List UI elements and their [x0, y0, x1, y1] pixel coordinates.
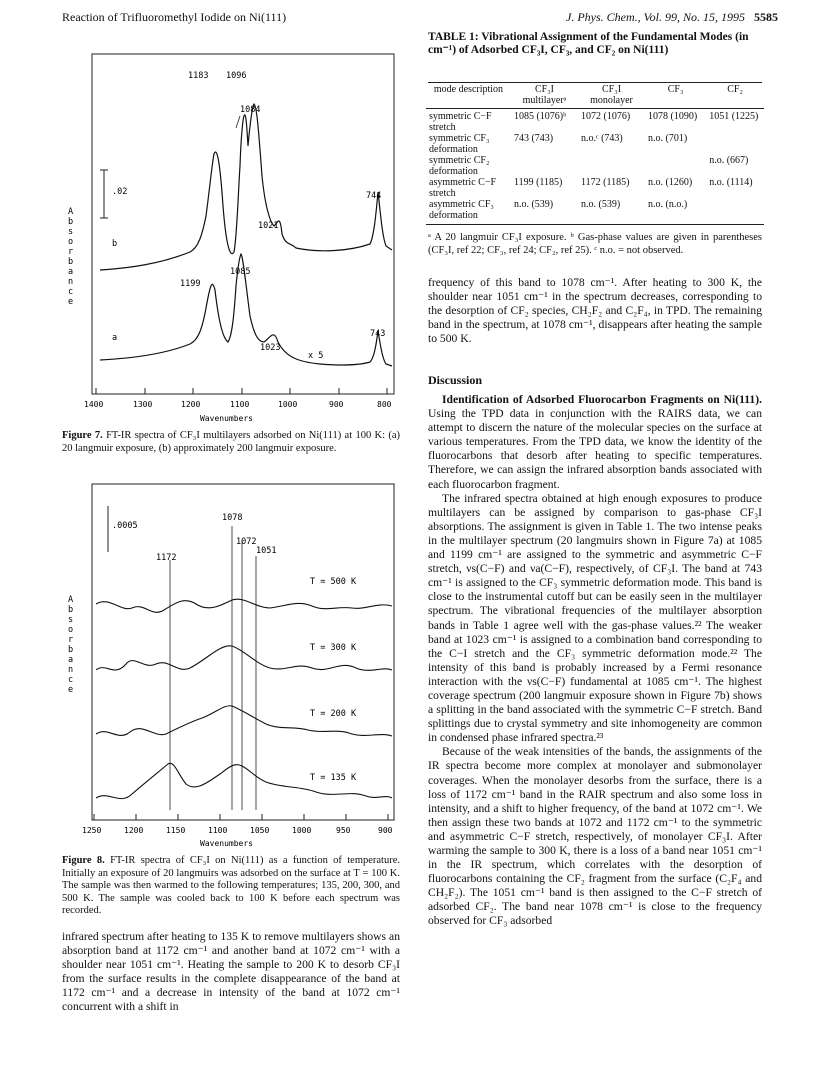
- fig7-caption-text: FT-IR spectra of CF₃I multilayers adsorbed on Ni(111) at 100 K: (a) 20 langmuir exposure, (b) approximately 200 langmuir exposure.: [62, 430, 401, 454]
- table-cell: [706, 133, 764, 155]
- table-cell: symmetric CF₃ deformation: [429, 133, 490, 155]
- fig7-label-a1: 1023: [260, 343, 281, 353]
- fig7-xtick-6: 800: [377, 400, 392, 409]
- fig7-label-b1: 1096: [226, 71, 247, 81]
- fig8-xlabel: Wavenumbers: [200, 839, 253, 848]
- fig7-xlabel: Wavenumbers: [200, 414, 253, 423]
- page-number: 5585: [754, 10, 778, 24]
- figure-7-plot: [60, 46, 402, 426]
- journal-ref: J. Phys. Chem., Vol. 99, No. 15, 1995: [566, 10, 745, 24]
- fig8-xticks: [94, 814, 388, 820]
- fig7-trace-a-label: a: [112, 333, 118, 343]
- table-header-cell: CF₃I multilayerᵃ: [522, 84, 567, 106]
- fig7-multiplier: x 5: [308, 351, 324, 361]
- table-cell: [706, 199, 764, 221]
- fig8-scale: .0005: [112, 521, 138, 531]
- fig7-label-b3: 1021: [258, 221, 279, 231]
- table-1-title: TABLE 1: Vibrational Assignment of the Fundamental Modes (in cm⁻¹) of Adsorbed CF₃I, CF₃, and CF₂ on Ni(111): [428, 31, 749, 56]
- fig8-peak-1072: 1072: [236, 537, 257, 547]
- table-row: [426, 199, 764, 221]
- fig8-xtick-5: 1000: [292, 826, 312, 835]
- table-cell: 1085 (1076)ᵇ: [513, 111, 567, 122]
- table-cell: 1078 (1090): [647, 111, 698, 122]
- fig7-xticks: [96, 388, 387, 394]
- running-head: Reaction of Trifluoromethyl Iodide on Ni(111): [62, 10, 287, 24]
- table-top-rule: [428, 82, 762, 83]
- fig7-xtick-1: 1300: [133, 400, 153, 409]
- table-cell: n.o. (1260): [647, 177, 693, 188]
- fig7-xtick-4: 1000: [278, 400, 298, 409]
- right-column-text-2: [428, 393, 762, 929]
- fig7-label-a2: 743: [370, 329, 386, 339]
- fig8-temp-500: T = 500 K: [310, 577, 357, 587]
- table-cell: n.o. (539): [513, 199, 554, 210]
- table-cell: n.o.ᶜ (743): [581, 133, 623, 144]
- paragraph-1-body: Using the TPD data in conjunction with the RAIRS data, we can attempt to discern the nature of the molecular species on the surface at various temperatures. From the TPD data, we know the identity of the fluorocarbons that desorb after heating to specific temperatures. Therefore, we can assign the infrared absorption bands associated with each fluorocarbon fragment.: [428, 407, 762, 491]
- table-cell: [578, 155, 645, 177]
- discussion-heading: Discussion: [428, 373, 483, 387]
- table-header-cell: CF₃: [667, 84, 684, 95]
- table-cell: n.o. (n.o.): [647, 199, 688, 210]
- fig7-label-b0: 1183: [188, 71, 209, 81]
- table-row: [426, 111, 764, 133]
- table-row: [426, 177, 764, 199]
- table-cell: 1072 (1076): [581, 111, 631, 122]
- table-cell: asymmetric CF₃ deformation: [429, 199, 494, 221]
- table-cell: 1172 (1185): [581, 177, 630, 188]
- fig8-caption-label: Figure 8.: [62, 855, 105, 866]
- paragraph-identification: [428, 393, 762, 492]
- table-row: [426, 155, 764, 177]
- fig8-temp-200: T = 200 K: [310, 709, 357, 719]
- table-cell: [645, 155, 706, 177]
- table-cell: 1051 (1225): [709, 111, 759, 122]
- fig7-label-b4: 1085: [230, 267, 251, 277]
- figure-7-caption: [62, 430, 400, 455]
- table-1: [426, 84, 764, 225]
- figure-8-caption: [62, 855, 400, 918]
- table-cell: n.o. (701): [647, 133, 688, 144]
- table-cell: asymmetric C−F stretch: [429, 177, 497, 199]
- left-column-text: [62, 930, 400, 1015]
- paragraph-3: Because of the weak intensities of the bands, the assignments of the IR spectra become more complex at monolayer and submonolayer coverages. When the monolayer desorbs from the surface, there is a loss of 1172 cm⁻¹ band in the RAIR spectrum and also some loss in intensity, and a shift to higher frequency, of the band at 1072 cm⁻¹. We then assign these two bands at 1072 and 1172 cm⁻¹ to the symmetric and asymmetric C−F stretch, respectively, of monolayer CF₃I. After warming the sample to 300 K, there is a loss of a band near 1051 cm⁻¹ in the IR spectrum, which correlates with the desorption of fluorocarbons containing the CF₂ fragment from the surface (C₂F₄ and CH₂F₂). The 1051 cm⁻¹ band is then assigned to the C−F stretch of adsorbed CF₂. The band near 1078 cm⁻¹ is close to the frequency observed for CF₃ adsorbed: [428, 745, 762, 928]
- fig7-xtick-0: 1400: [84, 400, 104, 409]
- fig7-label-a0: 1199: [180, 279, 201, 289]
- table-cell: n.o. (1114): [709, 177, 753, 188]
- fig7-trace-b-label: b: [112, 239, 118, 249]
- fig8-temp-135: T = 135 K: [310, 773, 357, 783]
- fig7-ylabel: A b s o r b a n c e: [68, 207, 74, 307]
- table-cell: symmetric CF₂ deformation: [429, 155, 490, 177]
- fig7-label-b2: 1084: [240, 105, 261, 115]
- table-cell: 1199 (1185): [513, 177, 563, 188]
- fig8-xtick-2: 1150: [166, 826, 186, 835]
- fig8-xtick-6: 950: [336, 826, 351, 835]
- table-cell: n.o. (667): [709, 155, 749, 166]
- fig8-peak-1051: 1051: [256, 546, 277, 556]
- figure-8-plot: [60, 478, 402, 848]
- fig7-caption-label: Figure 7.: [62, 430, 103, 441]
- table-cell: symmetric C−F stretch: [429, 111, 492, 133]
- table-cell: [511, 155, 578, 177]
- table-cell: n.o. (539): [581, 199, 621, 210]
- fig7-scale: .02: [112, 187, 128, 197]
- right-paragraph-1: frequency of this band to 1078 cm⁻¹. After heating to 300 K, the shoulder near 1051 cm⁻¹ in the spectrum decreases, corresponding to the desorption of CF₂ species, CH₂F₂ and C₂F₄, in TPD. The remaining band in the spectrum, at 1078 cm⁻¹, disappears after heating the sample to 500 K.: [428, 276, 762, 346]
- table-header-cell: mode description: [433, 84, 504, 95]
- fig7-xtick-5: 900: [329, 400, 344, 409]
- journal-citation: [566, 10, 778, 25]
- fig7-xtick-2: 1200: [181, 400, 201, 409]
- fig8-xtick-4: 1050: [250, 826, 270, 835]
- fig8-peak-1078: 1078: [222, 513, 243, 523]
- table-header-cell: CF₃I monolayer: [590, 84, 633, 106]
- fig8-xtick-0: 1250: [82, 826, 102, 835]
- paragraph-2: The infrared spectra obtained at high enough exposures to produce multilayers can be assigned by comparison to gas-phase CF₃I absorptions. The assignment is given in Table 1. The two intense peaks in the multilayer spectrum (20 langmuirs shown in Figure 7a) at 1085 and 1199 cm⁻¹ are assigned to the symmetric and asymmetric C−F stretch, νs(C−F) and νa(C−F), respectively, of CF₃I. The band at 743 cm⁻¹ is assigned to the CF₃ symmetric deformation mode. This band is close to the instrumental cutoff but can be easily seen in the multilayer spectrum. The vibrational frequencies of the multilayer absorption bands in Table 1 agree well with the gas-phase values.²² The weaker band at 1023 cm⁻¹ is assigned to a combination band corresponding to the C−I stretch and the CF₃ symmetric deformation mode.²² The intensity of this band is probably increased by a Fermi resonance interaction with the νs(C−F) fundamental at 1085 cm⁻¹. The highest coverage spectrum (200 langmuir exposure shown in Figure 7b) shows a splitting in the band associated with the symmetric C−F stretch. Band splittings due to crystal symmetry and site inhomogeneity are common in condensed phase infrared spectra.²³: [428, 491, 762, 745]
- fig8-peak-1172: 1172: [156, 553, 177, 563]
- fig8-caption-text: FT-IR spectra of CF₃I on Ni(111) as a function of temperature. Initially an exposure of 20 langmuirs was adsorbed on the surface at T = 100 K. The sample was then warmed to the following temperatures; 135, 200, 300, and 500 K. The sample was cooled back to 100 K before each spectrum was recorded.: [62, 855, 400, 916]
- fig8-temp-300: T = 300 K: [310, 643, 357, 653]
- fig7-trace-b: [100, 104, 392, 270]
- fig8-trace-500: [96, 599, 392, 612]
- fig7-label-b5: 744: [366, 191, 382, 201]
- left-paragraph: infrared spectrum after heating to 135 K to remove multilayers shows an absorption band at 1172 cm⁻¹ and another band at 1072 cm⁻¹ with a shoulder near 1051 cm⁻¹. Heating the sample to 200 K to desorb CF₃I from the surface results in the complete disappearance of the band at 1172 cm⁻¹ and a decrease in intensity of the band at 1072 cm⁻¹ concurrent with a shift in: [62, 930, 400, 1014]
- table-1-footnote: ᵃ A 20 langmuir CF₃I exposure. ᵇ Gas-phase values are given in parentheses (CF₃I, ref 22; CF₃, ref 24; CF₂, ref 25). ᶜ n.o. = not observed.: [428, 232, 762, 256]
- table-cell: 743 (743): [513, 133, 554, 144]
- subheading-identification: Identification of Adsorbed Fluorocarbon Fragments on Ni(111).: [442, 393, 762, 406]
- fig8-xtick-7: 900: [378, 826, 393, 835]
- table-header-cell: CF₂: [727, 84, 743, 95]
- fig8-xtick-1: 1200: [124, 826, 144, 835]
- fig8-xtick-3: 1100: [208, 826, 228, 835]
- table-row: [426, 133, 764, 155]
- fig8-ylabel: A b s o r b a n c e: [68, 595, 74, 695]
- fig7-xtick-3: 1100: [230, 400, 250, 409]
- table-header-row: [426, 84, 764, 106]
- right-column-text-1: [428, 276, 762, 346]
